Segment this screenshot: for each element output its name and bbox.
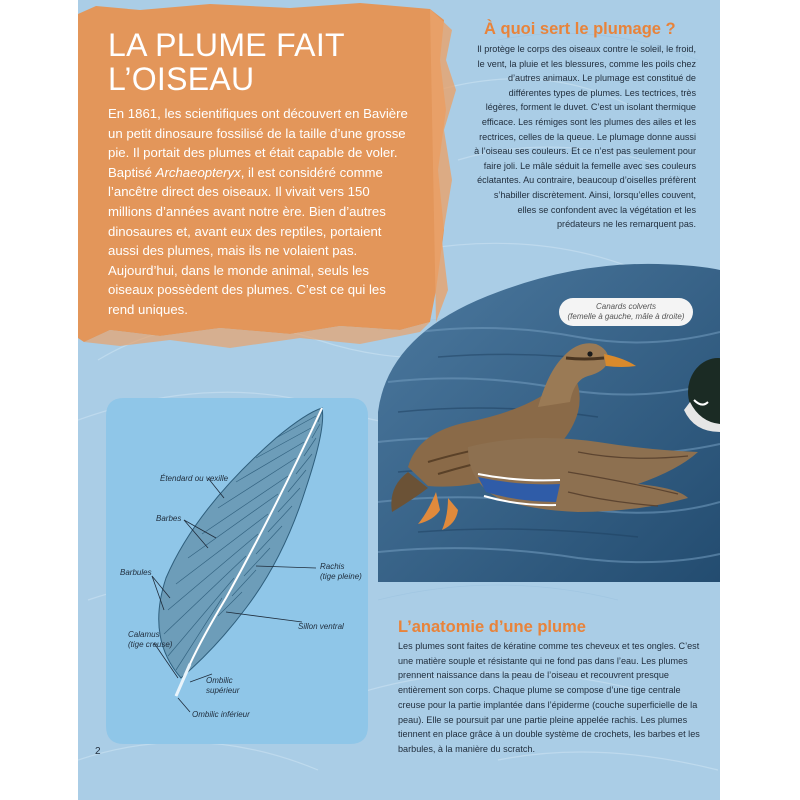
- page-number: 2: [95, 746, 101, 757]
- label-rachis: [320, 562, 362, 582]
- label-ombilic-superieur: [206, 676, 239, 696]
- label-calamus-line-2: (tige creuse): [128, 640, 173, 649]
- label-barbes: Barbes: [156, 514, 182, 523]
- feather-diagram: [106, 398, 368, 744]
- page-title: [108, 28, 408, 96]
- photo-caption: [559, 298, 693, 326]
- page-title-line-1: LA PLUME FAIT: [108, 27, 345, 63]
- label-rachis-line-2: (tige pleine): [320, 572, 362, 581]
- intro-text-italic: Archaeopteryx: [155, 164, 241, 180]
- label-rachis-line-1: Rachis: [320, 562, 345, 571]
- section-anatomy-body: Les plumes sont faites de kératine comme tes cheveux et tes ongles. C’est une matière souple et résistante qui ne fond pas dans l’eau. Les plumes prennent naissance dans la peau de l’oiseau et recouvrent presque entièrement son corps. Chaque plume se compose d’une tige centrale creuse pour la partie implantée dans l’épiderme (couche superficielle de la peau). Elle se poursuit par une partie pleine appelée rachis. Les plumes tiennent en place grâce à un double système de crochets, les barbes et les barbules, à la manière du scratch.: [398, 641, 700, 754]
- label-ombilic-superieur-line-1: Ombilic: [206, 676, 233, 685]
- label-ombilic-superieur-line-2: supérieur: [206, 686, 240, 695]
- intro-text-start: En 1861, les scientifiques ont découvert en Bavière un petit dinosaure fossilisé de la taille d’une grosse pie. Il portait des plumes et était capable de voler. Baptisé: [108, 106, 408, 180]
- section-anatomy-heading: L’anatomie d’une plume: [398, 618, 586, 636]
- mallard-female: [391, 343, 698, 530]
- label-ombilic-inferieur: Ombilic inférieur: [192, 710, 250, 719]
- label-calamus: [128, 630, 172, 650]
- mallard-male-partial: [684, 358, 720, 432]
- photo-caption-line-2: (femelle à gauche, mâle à droite): [567, 312, 685, 321]
- label-calamus-line-1: Calamus: [128, 630, 160, 639]
- intro-paragraph: [108, 104, 410, 320]
- label-sillon-ventral: Sillon ventral: [298, 622, 344, 631]
- label-barbules: Barbules: [120, 568, 152, 577]
- page-title-line-2: L’OISEAU: [108, 61, 255, 97]
- intro-text-end: , il est considéré comme l’ancêtre direct des oiseaux. Il vivait vers 150 millions d’années avant notre ère. Bien d’autres dinosaures et, avant eux des reptiles, portaient aussi des plumes, mais ils ne volaient pas. Aujourd’hui, dans le monde animal, seuls les oiseaux possèdent des plumes. C’est ce qui les rend uniques.: [108, 164, 386, 317]
- photo-caption-line-1: Canards colverts: [595, 302, 657, 311]
- section-plumage-body: Il protège le corps des oiseaux contre le soleil, le froid, le vent, la pluie et les blessures, comme les poils chez d’autres animaux. Le plumage est constitué de différentes types de plumes. Les tectrices, très légères, forment le duvet. C’est un isolant thermique efficace. Les rémiges sont les plumes des ailes et les rectrices, celles de la queue. Le plumage donne aussi à l’oiseau ses couleurs. Et ce n’est pas seulement pour faire joli. Le mâle séduit la femelle avec ses couleurs éclatantes. Au contraire, beaucoup d’oiselles préfèrent s’habiller discrètement. Ainsi, lorsqu’elles couvent, elles se confondent avec la végétation et les prédateurs ne les remarquent pas.: [474, 44, 696, 230]
- label-etendard: Étendard ou vexille: [160, 474, 229, 483]
- section-plumage-heading: À quoi sert le plumage ?: [484, 20, 676, 38]
